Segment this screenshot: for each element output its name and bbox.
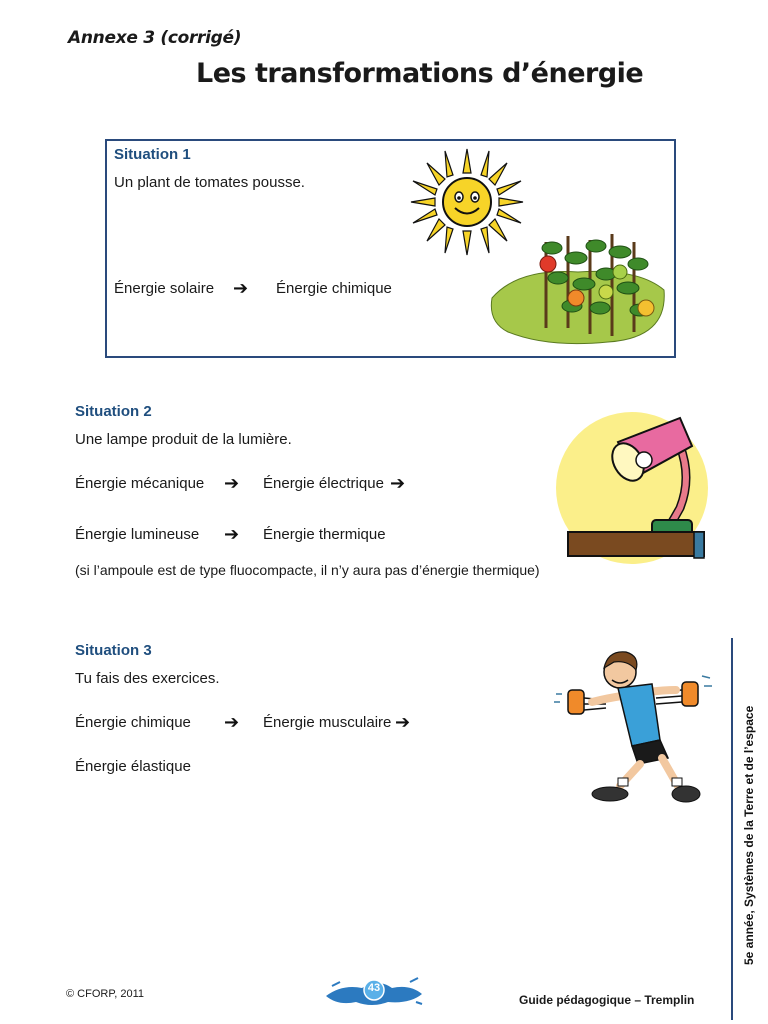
situation-2-energy-thermal: Énergie thermique — [263, 526, 386, 543]
side-rule — [731, 638, 733, 1020]
page-title: Les transformations d’énergie — [196, 58, 644, 89]
situation-2-energy-light: Énergie lumineuse — [75, 526, 200, 543]
arrow-icon: ➔ — [395, 712, 411, 732]
situation-2-energy-electrical: Énergie électrique — [263, 475, 384, 492]
situation-3-text: Tu fais des exercices. — [75, 670, 220, 687]
page-number: 43 — [367, 982, 381, 994]
situation-2-text: Une lampe produit de la lumière. — [75, 431, 292, 448]
lamp-illustration — [552, 408, 718, 574]
situation-1-text: Un plant de tomates pousse. — [114, 174, 305, 191]
situation-2-heading: Situation 2 — [75, 403, 152, 420]
arrow-icon: ➔ — [224, 473, 240, 493]
situation-3-energy-muscular: Énergie musculaire — [263, 714, 392, 731]
annex-label: Annexe 3 (corrigé) — [68, 28, 242, 48]
copyright: © CFORP, 2011 — [66, 988, 145, 1000]
situation-1-energy-source: Énergie solaire — [114, 280, 215, 297]
situation-3-energy-chemical: Énergie chimique — [75, 714, 191, 731]
situation-2-energy-mechanical: Énergie mécanique — [75, 475, 205, 492]
arrow-icon: ➔ — [233, 278, 249, 298]
situation-2-note: (si l’ampoule est de type fluocompacte, il n’y aura pas d’énergie thermique) — [75, 562, 540, 578]
situation-1-energy-result: Énergie chimique — [276, 280, 392, 297]
situation-1-heading: Situation 1 — [114, 146, 191, 163]
exercising-boy-illustration — [548, 646, 716, 808]
arrow-icon: ➔ — [224, 712, 240, 732]
arrow-icon: ➔ — [390, 473, 406, 493]
situation-3-heading: Situation 3 — [75, 642, 152, 659]
arrow-icon: ➔ — [224, 524, 240, 544]
situation-3-energy-elastic: Énergie élastique — [75, 758, 191, 775]
tomato-plant-illustration — [488, 228, 668, 346]
side-caption: 5e année, Systèmes de la Terre et de l’espace — [742, 705, 756, 965]
guide-title: Guide pédagogique – Tremplin — [519, 993, 695, 1007]
